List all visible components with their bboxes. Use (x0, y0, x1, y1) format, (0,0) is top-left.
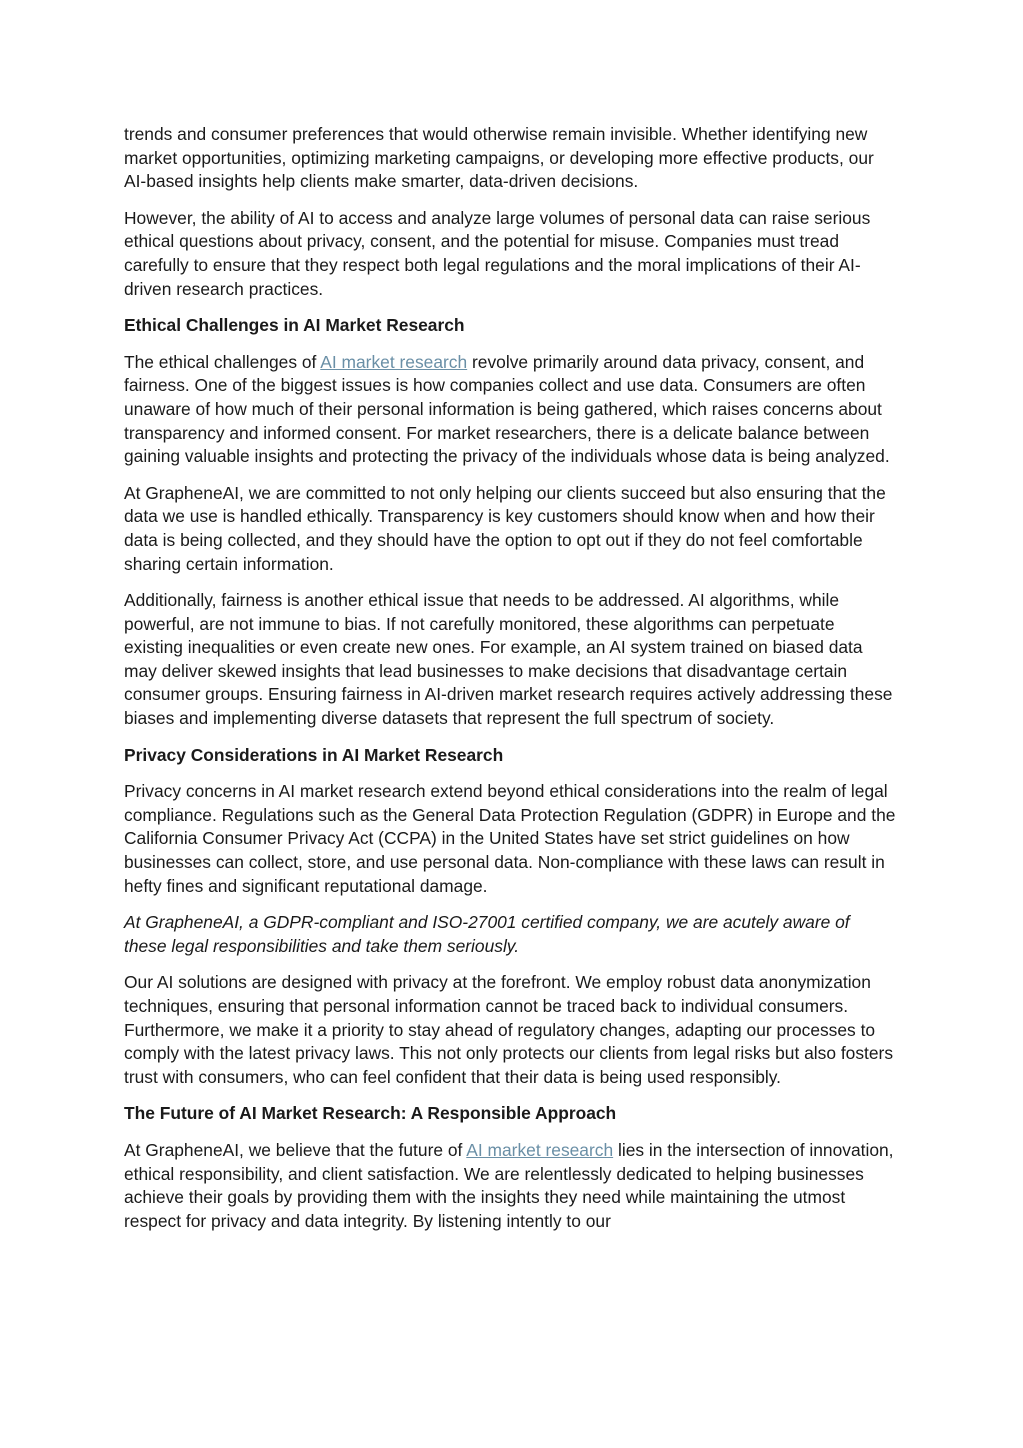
heading-future-responsible-approach: The Future of AI Market Research: A Responsible Approach (124, 1103, 617, 1124)
paragraph-ethical-challenges (124, 351, 896, 469)
paragraph-privacy-concerns: Privacy concerns in AI market research extend beyond ethical considerations into the realm of legal compliance. Regulations such as the General Data Protection Regulation (GDPR) in Europe and the California Consumer Privacy Act (CCPA) in the United States have set strict guidelines on how businesses can collect, store, and use personal data. Non-compliance with these laws can result in hefty fines and significant reputational damage. (124, 781, 896, 896)
paragraph-grapheneai-commitment: At GrapheneAI, we are committed to not only helping our clients succeed but also ensuring that the data we use is handled ethically. Transparency is key customers should know when and how their data is being collected, and they should have the option to opt out if they do not feel comfortable sharing certain information. (124, 482, 886, 574)
document-page (124, 123, 896, 1246)
paragraph-privacy-forefront: Our AI solutions are designed with privacy at the forefront. We employ robust data anonymization techniques, ensuring that personal information cannot be traced back to individual consumers. Furthermore, we make it a priority to stay ahead of regulatory changes, adapting our processes to comply with the latest privacy laws. This not only protects our clients from legal risks but also fosters trust with consumers, who can feel confident that their data is being used responsibly. (124, 972, 894, 1087)
text-run: lies in the intersection of innovation, ethical responsibility, and client satisfaction. We are relentlessly dedicated to helping businesses achieve their goals by providing them with the insights they need while maintaining the utmost respect for privacy and data integrity. By listening intently to our (124, 1139, 894, 1231)
text-run: The ethical challenges of (124, 351, 321, 372)
paragraph-intro-continuation: trends and consumer preferences that would otherwise remain invisible. Whether identifying new market opportunities, optimizing marketing campaigns, or developing more effective products, our AI-based insights help clients make smarter, data-driven decisions. (124, 124, 874, 192)
paragraph-future (124, 1139, 896, 1233)
paragraph-gdpr-compliance: At GrapheneAI, a GDPR-compliant and ISO-27001 certified company, we are acutely aware of these legal responsibilities and take them seriously. (124, 912, 850, 956)
paragraph-ethical-questions: However, the ability of AI to access and analyze large volumes of personal data can raise serious ethical questions about privacy, consent, and the potential for misuse. Companies must tread carefully to ensure that they respect both legal regulations and the moral implications of their AI-driven research practices. (124, 207, 871, 299)
ai-market-research-link-2[interactable]: AI market research (466, 1139, 614, 1160)
ai-market-research-link[interactable]: AI market research (320, 351, 468, 372)
heading-ethical-challenges: Ethical Challenges in AI Market Research (124, 315, 465, 336)
text-run: At GrapheneAI, we believe that the future of (124, 1139, 467, 1160)
paragraph-fairness: Additionally, fairness is another ethical issue that needs to be addressed. AI algorithms, while powerful, are not immune to bias. If not carefully monitored, these algorithms can perpetuate existing inequalities or even create new ones. For example, an AI system trained on biased data may deliver skewed insights that lead businesses to make decisions that disadvantage certain consumer groups. Ensuring fairness in AI-driven market research requires actively addressing these biases and implementing diverse datasets that represent the full spectrum of society. (124, 590, 893, 729)
heading-privacy-considerations: Privacy Considerations in AI Market Research (124, 744, 504, 765)
text-run: revolve primarily around data privacy, consent, and fairness. One of the biggest issues is how companies collect and use data. Consumers are often unaware of how much of their personal information is being gathered, which raises concerns about transparency and informed consent. For market researchers, there is a delicate balance between gaining valuable insights and protecting the privacy of the individuals whose data is being analyzed. (124, 351, 890, 467)
